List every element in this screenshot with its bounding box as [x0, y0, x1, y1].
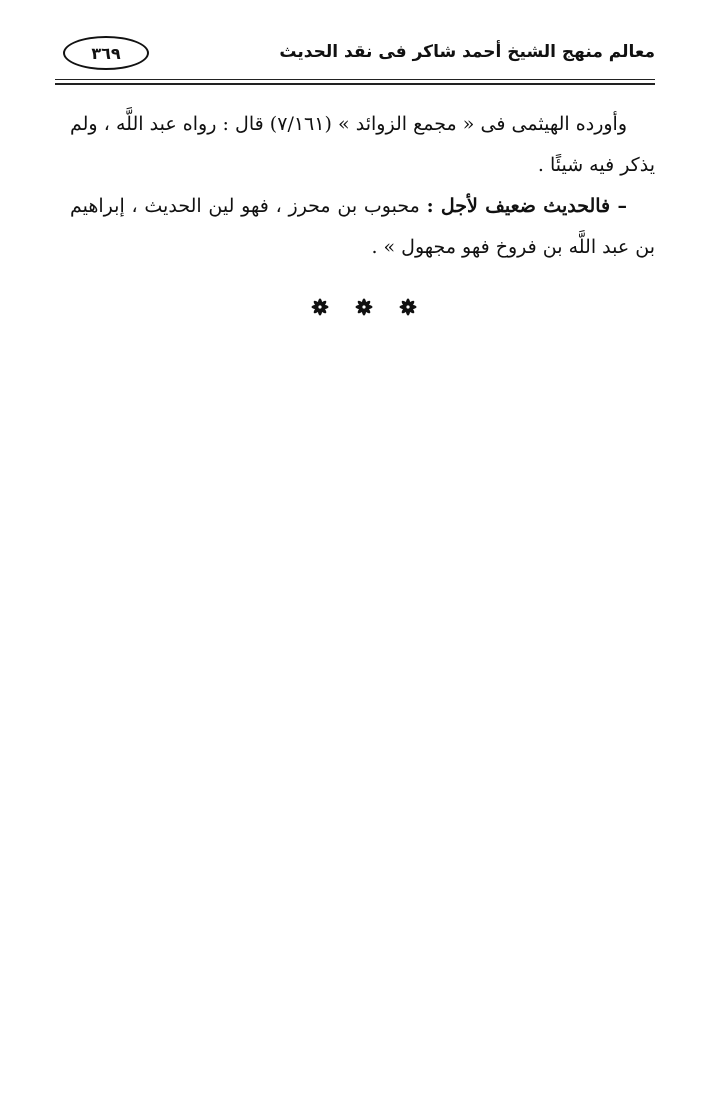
section-divider-ornaments [0, 296, 727, 318]
paragraph-1: وأورده الهيثمى فى « مجمع الزوائد » (٧/١٦١) قال : رواه عبد اللَّه ، ولم يذكر فيه شيئًا . [70, 113, 655, 176]
main-text [70, 104, 655, 268]
paragraph-2-rest: محبوب بن محرز ، فهو لين الحديث ، إبراهيم بن عبد اللَّه بن فروخ فهو مجهول » . [70, 195, 655, 258]
running-title: معالم منهج الشيخ أحمد شاكر فى نقد الحديث [279, 42, 655, 62]
page-header [55, 36, 655, 80]
header-rule-thin [55, 79, 655, 80]
paragraph-2-lead: – فالحديث ضعيف لأجل : [426, 195, 627, 217]
page-number: ٣٦٩ [63, 36, 149, 70]
header-rule-thick [55, 83, 655, 85]
star-flower-ornament-icon [353, 296, 375, 318]
star-flower-ornament-icon [397, 296, 419, 318]
paragraph-2 [70, 186, 655, 268]
star-flower-ornament-icon [309, 296, 331, 318]
